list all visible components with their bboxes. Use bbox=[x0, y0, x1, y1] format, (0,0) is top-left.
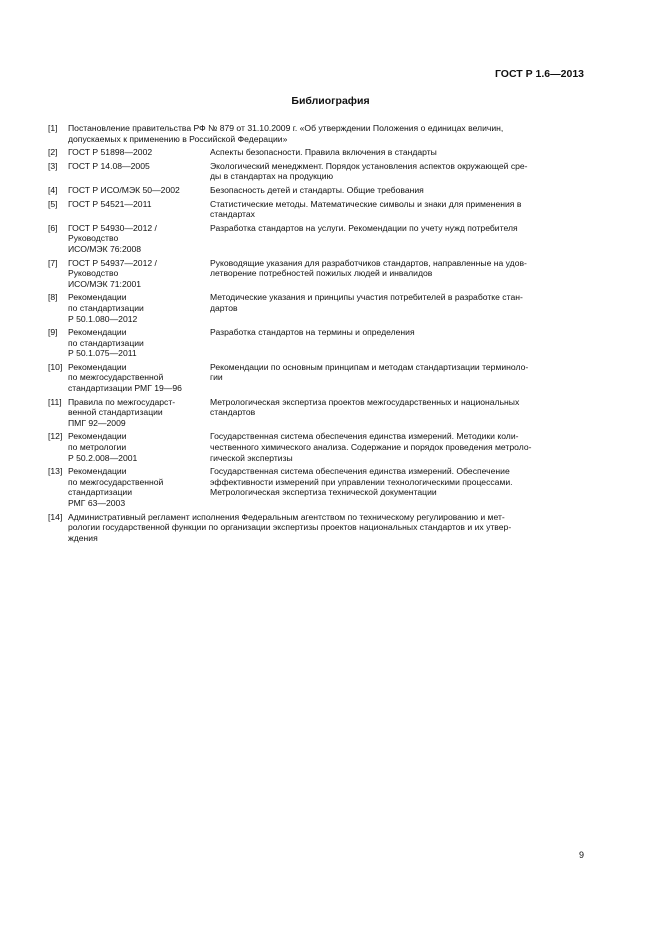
entry-number: [11] bbox=[48, 396, 62, 407]
entry-description: Метрологическая экспертиза проектов межгосударственных и национальных стандартов bbox=[210, 396, 520, 418]
document-id-header: ГОСТ Р 1.6—2013 bbox=[494, 68, 584, 80]
entry-source: Правила по межгосударст- венной стандартизации ПМГ 92—2009 bbox=[68, 396, 176, 428]
entry-source: Рекомендации по стандартизации Р 50.1.080—2012 bbox=[68, 292, 144, 324]
entry-source: ГОСТ Р 54937—2012 / Руководство ИСО/МЭК 71:2001 bbox=[68, 257, 157, 289]
entry-description: Статистические методы. Математические символы и знаки для применения в стандартах bbox=[210, 198, 522, 220]
entry-number: [3] bbox=[48, 160, 58, 171]
entry-description: Руководящие указания для разработчиков стандартов, направленные на удов- летворение потребностей пожилых людей и инвалидов bbox=[210, 257, 527, 279]
bibliography-entry bbox=[48, 147, 584, 158]
bibliography-entry bbox=[48, 362, 584, 394]
bibliography-entry bbox=[48, 258, 584, 290]
bibliography-list bbox=[48, 123, 584, 546]
bibliography-entry bbox=[48, 185, 584, 196]
entry-number: [5] bbox=[48, 198, 58, 209]
entry-source: ГОСТ Р ИСО/МЭК 50—2002 bbox=[68, 184, 180, 195]
entry-description: Безопасность детей и стандарты. Общие требования bbox=[210, 184, 424, 195]
bibliography-entry bbox=[48, 431, 584, 463]
bibliography-entry bbox=[48, 466, 584, 508]
bibliography-entry bbox=[48, 123, 584, 144]
entry-number: [8] bbox=[48, 292, 58, 303]
entry-text: Постановление правительства РФ № 879 от 31.10.2009 г. «Об утверждении Положения о единицах величин, допускаемых к применению в Российской Федерации» bbox=[68, 123, 504, 144]
bibliography-entry bbox=[48, 327, 584, 359]
bibliography-entry bbox=[48, 199, 584, 220]
entry-description: Разработка стандартов на термины и определения bbox=[210, 327, 415, 338]
entry-source: Рекомендации по межгосударственной стандартизации РМГ 63—2003 bbox=[68, 466, 164, 508]
entry-number: [10] bbox=[48, 361, 63, 372]
page-number: 9 bbox=[578, 850, 584, 860]
entry-description: Рекомендации по основным принципам и методам стандартизации терминоло- гии bbox=[210, 361, 529, 383]
entry-source: ГОСТ Р 14.08—2005 bbox=[68, 160, 150, 171]
entry-number: [9] bbox=[48, 327, 58, 338]
entry-number: [12] bbox=[48, 431, 63, 442]
entry-description: Государственная система обеспечения единства измерений. Обеспечение эффективности измерений при управлении технологическими процессами. Метрологическая экспертиза технической документации bbox=[210, 466, 513, 498]
entry-source: Рекомендации по метрологии Р 50.2.008—2001 bbox=[68, 431, 138, 463]
entry-text: Административный регламент исполнения Федеральным агентством по техническому регулированию и мет- рологии государственной функции по организации экспертизы проектов национальных стандартов и их утвер- ждения bbox=[68, 511, 512, 543]
page-title: Библиография bbox=[291, 95, 370, 107]
entry-source: Рекомендации по межгосударственной стандартизации РМГ 19—96 bbox=[68, 361, 182, 394]
entry-number: [6] bbox=[48, 222, 58, 233]
entry-number: [4] bbox=[48, 184, 58, 195]
entry-number: [14] bbox=[48, 511, 63, 522]
entry-source: ГОСТ Р 51898—2002 bbox=[68, 147, 153, 158]
entry-description: Государственная система обеспечения единства измерений. Методики коли- чественного химического анализа. Содержание и порядок проведения метроло- гической экспертизы bbox=[210, 431, 532, 463]
entry-description: Методические указания и принципы участия потребителей в разработке стан- дартов bbox=[210, 292, 523, 313]
bibliography-entry bbox=[48, 512, 584, 544]
bibliography-entry bbox=[48, 223, 584, 255]
bibliography-entry bbox=[48, 397, 584, 429]
entry-number: [1] bbox=[48, 123, 58, 133]
entry-number: [2] bbox=[48, 147, 58, 158]
entry-description: Разработка стандартов на услуги. Рекомендации по учету нужд потребителя bbox=[210, 222, 518, 233]
entry-description: Экологический менеджмент. Порядок установления аспектов окружающей сре- ды в стандартах на продукцию bbox=[210, 160, 528, 182]
entry-source: Рекомендации по стандартизации Р 50.1.075—2011 bbox=[68, 327, 144, 359]
bibliography-entry bbox=[48, 161, 584, 182]
entry-number: [7] bbox=[48, 257, 58, 268]
entry-description: Аспекты безопасности. Правила включения в стандарты bbox=[210, 147, 437, 158]
bibliography-entry bbox=[48, 292, 584, 324]
entry-source: ГОСТ Р 54930—2012 / Руководство ИСО/МЭК 76:2008 bbox=[68, 222, 157, 254]
entry-number: [13] bbox=[48, 466, 63, 477]
entry-source: ГОСТ Р 54521—2011 bbox=[68, 198, 152, 209]
